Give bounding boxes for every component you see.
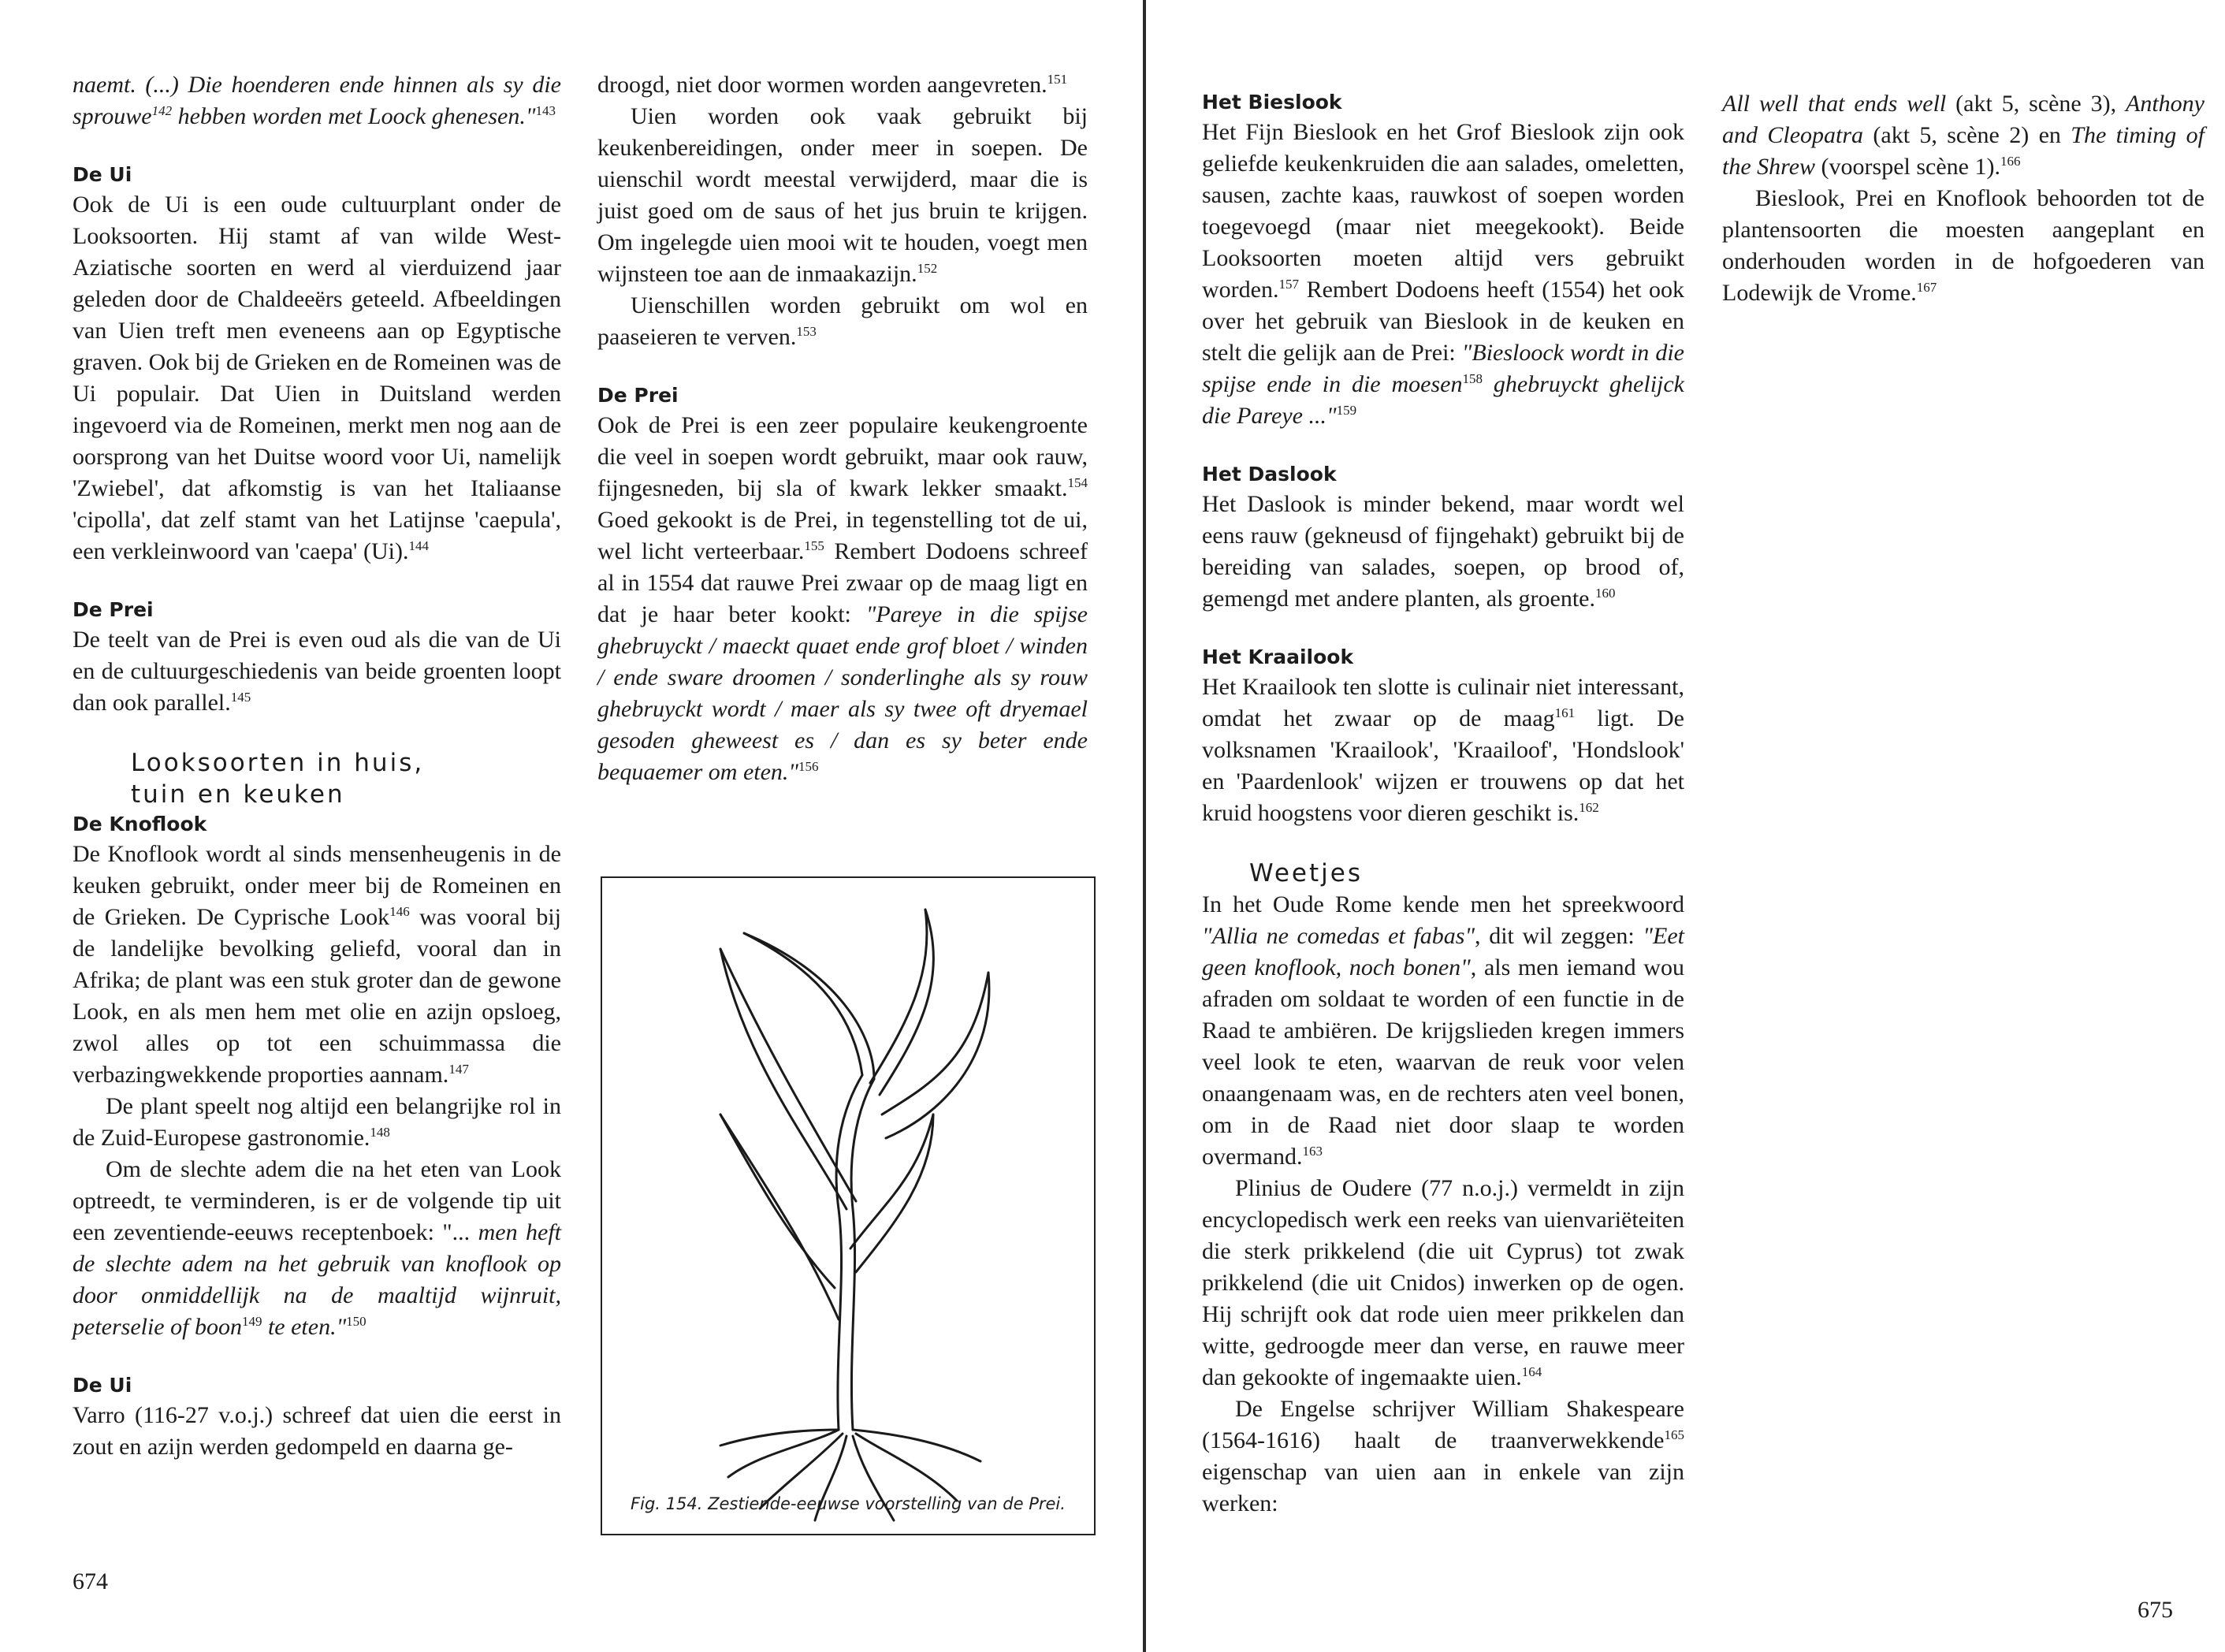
- heading-de-ui: De Ui: [73, 163, 132, 186]
- page-number-left: 674: [73, 1568, 108, 1594]
- paragraph-kraailook: Het Kraailook ten slotte is culinair niet interessant, omdat het zwaar op de maag$^{161}$ ligt. De volksnamen 'Kraailook', 'Kraailoof', 'Hondslook' en 'Paardenlook' wijzen er trouwens op dat het kruid hoogstens voor dieren geschikt is.$^{162}$: [1202, 674, 1684, 826]
- leek-root-6: [853, 1430, 980, 1461]
- paragraph-prei-2: Ook de Prei is een zeer populaire keukengroente die veel in soepen wordt gebruikt, maar ook rauw, fijngesneden, bij sla of kwark lekker smaakt.$^{154}$ Goed gekookt is de Prei, in tegenstelling tot de ui, wel licht verteerbaar.$^{155}$ Rembert Dodoens schreef al in 1554 dat rauwe Prei zwaar op de maag ligt en dat je haar beter kookt: "Pareye in die spijse ghebruyckt / maeckt quaet ende grof bloet / winden / ende sware droomen / sonderlinghe als sy rouw ghebruyckt wordt / maer als sy twee oft dryemael gesoden gheweest es / dan es sy beter ende bequaemer om eten."$^{156}$: [597, 412, 1088, 785]
- paragraph-knoflook: De Knoflook wordt al sinds mensenheugenis in de keuken gebruikt, onder meer bij de Romeinen en de Grieken. De Cyprische Look$^{146}$ was vooral bij de landelijke bevolking geliefd, vooral dan in Afrika; de plant was een stuk groter dan de gewone Look, en als men hem met olie en azijn opsloeg, zwol alles op tot een schuimmassa die verbazingwekkende proporties aannam.$^{147}$: [73, 841, 561, 1088]
- heading-de-knoflook: De Knoflook: [73, 813, 207, 835]
- quote-intro: naemt. (...) Die hoenderen ende hinnen als sy die sprouwe$^{142}$ hebben worden met Loock ghenesen."$^{143}$: [73, 72, 561, 129]
- leek-drawing: [602, 878, 1094, 1534]
- paragraph-ui: Ook de Ui is een oude cultuurplant onder de Looksoorten. Hij stamt af van wilde West-Aziatische soorten en werd al vierduizend jaar geleden door de Chaldeeërs geteeld. Afbeeldingen van Uien treft men eveneens aan op Egyptische graven. Ook bij de Grieken en de Romeinen was de Ui populair. Dat Uien in Duitsland werden ingevoerd via de Romeinen, merkt men nog aan de oorsprong van het Duitse woord voor Ui, namelijk 'Zwiebel', dat afkomstig is van het Italiaanse 'cipolla', dat zelf stamt van het Latijnse 'caepula', een verkleinwoord van 'caepa' (Ui).$^{144}$: [73, 192, 561, 564]
- heading-het-bieslook: Het Bieslook: [1202, 91, 1342, 113]
- left-page-column-2: [597, 69, 1088, 788]
- left-page-column-1: [73, 69, 561, 1463]
- section-title-tuin: tuin en keuken: [131, 780, 345, 809]
- figure-leek-illustration: [601, 876, 1096, 1535]
- paragraph-plinius: Plinius de Oudere (77 n.o.j.) vermeldt in zijn encyclopedisch werk een reeks van uienvariëteiten die sterk prikkelend (die uit Cyprus) tot zwak prikkelend (die uit Cnidos) inwerken op de ogen. Hij schrijft ook dat rode uien meer prikkelen dan witte, gedroogde meer dan verse, en rauwe meer dan gekookte of ingemaakte uien.$^{164}$: [1202, 1175, 1684, 1390]
- paragraph-shakespeare: De Engelse schrijver William Shakespeare (1564-1616) haalt de traanverwekkende$^{165}$ eigenschap van uien aan in enkele van zijn werken:: [1202, 1396, 1684, 1516]
- paragraph-bieslook: Het Fijn Bieslook en het Grof Bieslook zijn ook geliefde keukenkruiden die aan salades, omeletten, sausen, zachte kaas, rauwkost of soepen worden toegevoegd (maar niet meegekookt). Beide Looksoorten moeten altijd vers gebruikt worden.$^{157}$ Rembert Dodoens heeft (1554) het ook over het gebruik van Bieslook in de keuken en stelt die gelijk aan de Prei: "Biesloock wordt in die spijse ende in die moesen$^{158}$ ghebruyckt ghelijck die Pareye ..."$^{159}$: [1202, 119, 1684, 429]
- paragraph-plant: De plant speelt nog altijd een belangrijke rol in de Zuid-Europese gastronomie.$^{148}$: [73, 1093, 561, 1151]
- paragraph-rome: In het Oude Rome kende men het spreekwoord "Allia ne comedas et fabas", dit wil zeggen: "Eet geen knoflook, noch bonen", als men iemand wou afraden om soldaat te worden of een functie in de Raad te ambiëren. De krijgslieden kregen immers veel look te eten, waarvan de reuk voor velen onaangenaam was, en de rechters aten veel bonen, om in de Raad niet door slaap te worden overmand.$^{163}$: [1202, 891, 1684, 1170]
- leek-leaf-4: [882, 973, 988, 1114]
- page-gutter: [1143, 0, 1146, 1652]
- section-title-weetjes: Weetjes: [1249, 859, 1363, 887]
- paragraph-uien-keuken: Uien worden ook vaak gebruikt bij keukenbereidingen, onder meer in soepen. De uienschil wordt meestal verwijderd, maar die is juist goed om de saus of het jus bruin te krijgen. Om ingelegde uien mooi wit te houden, voegt men wijnsteen toe aan de inmaakazijn.$^{152}$: [597, 103, 1088, 287]
- leek-root-5: [856, 1434, 957, 1501]
- leek-leaf-3: [870, 910, 927, 1083]
- heading-het-daslook: Het Daslook: [1202, 463, 1337, 486]
- right-page-column-1: [1202, 88, 1684, 1520]
- heading-het-kraailook: Het Kraailook: [1202, 646, 1354, 668]
- section-title-looksoorten: Looksoorten in huis,: [131, 749, 425, 777]
- paragraph-works: All well that ends well (akt 5, scène 3), Anthony and Cleopatra (akt 5, scène 2) en The timing of the Shrew (voorspel scène 1).$^{166}$: [1722, 91, 2205, 180]
- leek-stem: [836, 1075, 862, 1430]
- paragraph-droogd: droogd, niet door wormen worden aangevreten.$^{151}$: [597, 72, 1068, 98]
- leek-leaf-3b: [880, 910, 933, 1095]
- right-page-column-2: [1722, 88, 2205, 309]
- paragraph-varro: Varro (116-27 v.o.j.) schreef dat uien die eerst in zout en azijn werden gedompeld en daarna ge-: [73, 1402, 561, 1460]
- leek-leaf-2b: [744, 933, 874, 1079]
- page-number-right: 675: [2138, 1597, 2173, 1623]
- paragraph-adem: Om de slechte adem die na het eten van Look optreedt, te verminderen, is er de volgende tip uit een zeventiende-eeuws receptenboek: "... men heft de slechte adem na het gebruik van knoflook op door onmiddellijk na de maaltijd wijnruit, peterselie of boon$^{149}$ te eten."$^{150}$: [73, 1156, 562, 1340]
- heading-de-ui-2: De Ui: [73, 1374, 132, 1397]
- heading-de-prei-2: De Prei: [597, 384, 679, 407]
- paragraph-prei: De teelt van de Prei is even oud als die van de Ui en de cultuurgeschiedenis van beide groenten loopt dan ook parallel.$^{145}$: [73, 627, 561, 716]
- figure-caption: Fig. 154. Zestiende-eeuwse voorstelling van de Prei.: [631, 1494, 1066, 1513]
- paragraph-uienschillen: Uienschillen worden gebruikt om wol en paaseieren te verven.$^{153}$: [597, 292, 1088, 350]
- leek-leaf-4b: [886, 973, 989, 1138]
- paragraph-daslook: Het Daslook is minder bekend, maar wordt wel eens rauw (gekneusd of fijngehakt) gebruikt bij de bereiding van salades, soepen, op brood of, gemengd met andere planten, als groente.$^{160}$: [1202, 491, 1684, 612]
- paragraph-hofgoederen: Bieslook, Prei en Knoflook behoorden tot de plantensoorten die moesten aangeplant en onderhouden worden in de hofgoederen van Lodewijk de Vrome.$^{167}$: [1722, 185, 2205, 306]
- heading-de-prei: De Prei: [73, 598, 154, 621]
